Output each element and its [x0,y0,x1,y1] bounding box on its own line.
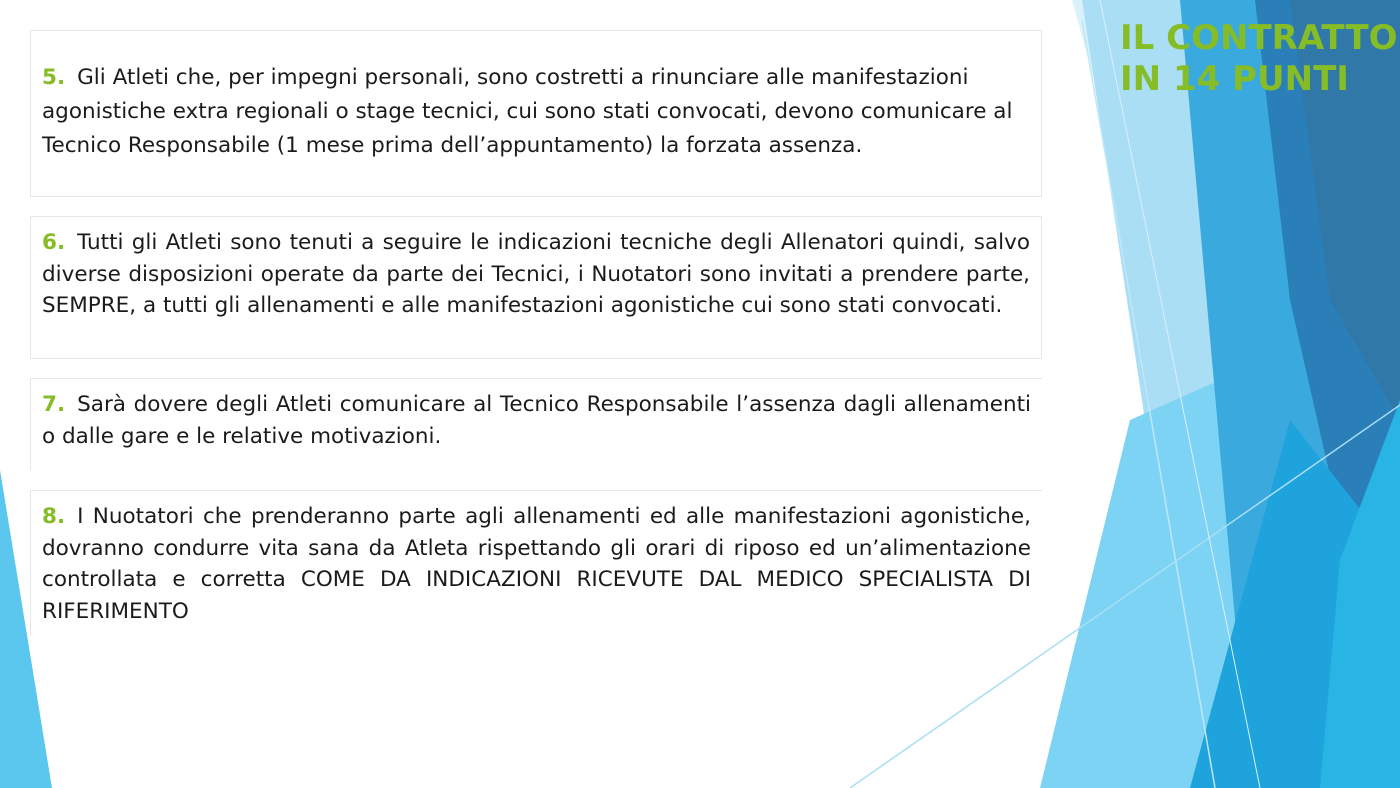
point-6-text: Tutti gli Atleti sono tenuti a seguire le indicazioni tecniche degli Allenatori quindi, salvo diverse disposizioni operate da parte dei Tecnici, i Nuotatori sono invitati a prendere parte, SEMPRE, a tutti gli allenamenti e alle manifestazioni agonistiche cui sono stati convocati. [42,230,1030,318]
point-5-text: Gli Atleti che, per impegni personali, sono costretti a rinunciare alle manifestazioni agonistiche extra regionali o stage tecnici, cui sono stati convocati, devono comunicare al Tecnico Responsabile (1 mese prima dell’appuntamento) la forzata assenza. [42,65,1013,158]
point-6-content [42,227,1030,322]
point-8-text: I Nuotatori che prenderanno parte agli allenamenti ed alle manifestazioni agonistiche, dovranno condurre vita sana da Atleta rispettando gli orari di riposo ed un’alimentazione controllata e corretta COME DA INDICAZIONI RICEVUTE DAL MEDICO SPECIALISTA DI RIFERIMENTO [42,504,1031,624]
point-5-number: 5. [42,65,66,90]
point-6-box [30,216,1042,359]
slide-title-line1: IL CONTRATTO [1120,18,1398,58]
point-7-number: 7. [42,392,66,417]
point-5-box [30,30,1042,197]
point-8-box [30,490,1042,635]
point-7-text: Sarà dovere degli Atleti comunicare al Tecnico Responsabile l’assenza dagli allenamenti o dalle gare e le relative motivazioni. [42,392,1031,449]
slide-title [1120,18,1398,100]
point-8-content [42,501,1031,627]
point-6-number: 6. [42,230,66,255]
point-7-content [42,389,1031,452]
point-7-box [30,378,1042,470]
slide-title-line2: IN 14 PUNTI [1120,58,1349,99]
point-8-number: 8. [42,504,66,529]
point-5-content [42,61,1030,163]
